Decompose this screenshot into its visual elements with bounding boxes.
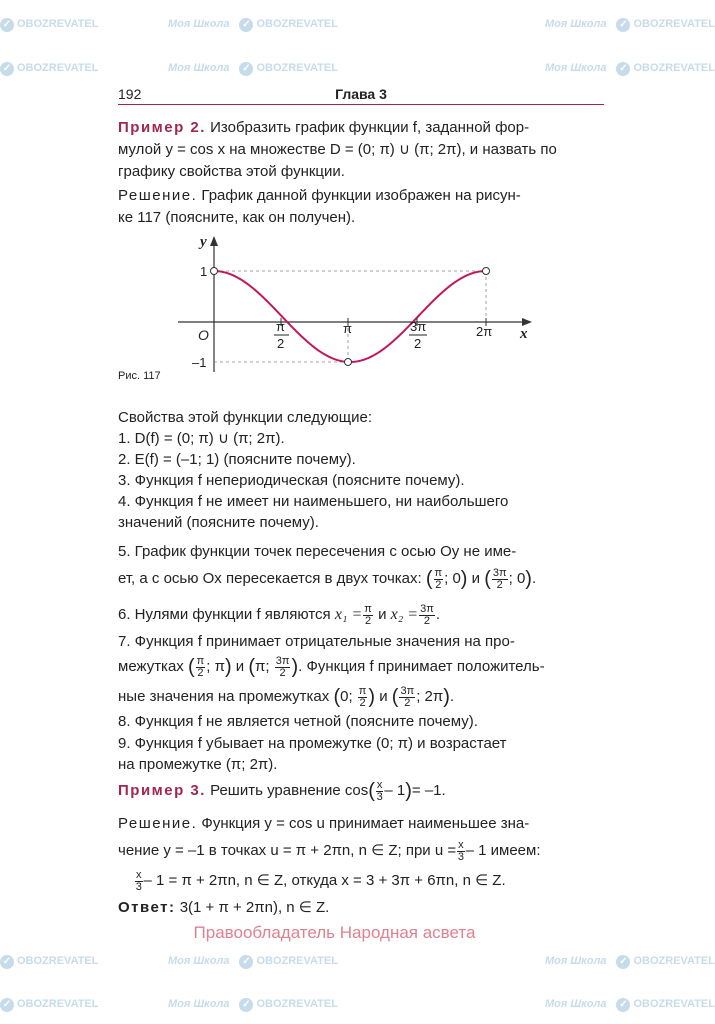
prop-5a: 5. График функции точек пересечения с осью Oy не име- <box>118 543 517 560</box>
prop-5b: ет, а с осью Ox пересекается в двух точках: ( $\frac{\pi}{2}$ ; 0) и ( $\frac{3\pi}{2}$ ; 0). <box>118 566 537 591</box>
prop-4b: значений (поясните почему). <box>118 514 319 531</box>
example2-line1: Пример 2. Изобразить график функции f, заданной фор- <box>118 119 530 136</box>
tick-label-pi-half-den: 2 <box>277 336 285 351</box>
tick-label-pi-half-num: π <box>276 319 285 334</box>
example2-line3: графику свойства этой функции. <box>118 163 345 180</box>
prop-3: 3. Функция f непериодическая (поясните почему). <box>118 472 465 489</box>
axis-label-y: y <box>200 234 207 250</box>
answer: Ответ: 3(1 + π + 2πn), n ∈ Z. <box>118 899 330 916</box>
tick-label-2pi: 2π <box>476 324 493 339</box>
axis-label-x: x <box>520 326 528 342</box>
solution3-line1: Решение. Функция y = cos u принимает наименьшее зна- <box>118 815 530 832</box>
tick-label-y-m1: –1 <box>192 355 207 370</box>
page-header <box>118 86 604 105</box>
solution-line1: Решение. График данной функции изображен на рисун- <box>118 187 521 204</box>
solution-line2: ке 117 (поясните, как он получен). <box>118 209 356 226</box>
tick-label-3pi-half-den: 2 <box>414 336 422 351</box>
cosine-curve <box>214 271 486 362</box>
y-axis-arrow <box>210 236 218 246</box>
origin-label: O <box>198 327 209 343</box>
example3: Пример 3. Решить уравнение cos( $\frac{x}{3}$ – 1)= –1. <box>118 778 446 803</box>
figure-caption: Рис. 117 <box>118 370 161 382</box>
tick-label-3pi-half-num: 3π <box>410 319 427 334</box>
tick-label-y-1: 1 <box>200 264 208 279</box>
prop-9b: на промежутке (π; 2π). <box>118 756 278 773</box>
open-point-end <box>483 268 490 275</box>
prop-7a: 7. Функция f принимает отрицательные значения на про- <box>118 633 515 650</box>
prop-7b: межутках ( $\frac{\pi}{2}$ ; π) и (π; $\frac{3\pi}{2}$ ). Функция f принимает положитель- <box>118 654 545 679</box>
footer-copyright: Правообладатель Народная асвета <box>193 923 476 942</box>
solution3-line2: чение y = –1 в точках u = π + 2πn, n ∈ Z; при u = $\frac{x}{3}$ – 1 имеем: <box>118 838 541 863</box>
prop-1: 1. D(f) = (0; π) ∪ (π; 2π). <box>118 430 285 447</box>
prop-9a: 9. Функция f убывает на промежутке (0; π) и возрастает <box>118 735 507 752</box>
page-number: 192 <box>118 86 142 102</box>
example2-line2: мулой y = cos x на множестве D = (0; π) ∪ (π; 2π), и назвать по <box>118 141 557 158</box>
open-point-min <box>345 359 352 366</box>
prop-7c: ные значения на промежутках (0; $\frac{\pi}{2}$ ) и ( $\frac{3\pi}{2}$ ; 2π). <box>118 684 455 709</box>
prop-4a: 4. Функция f не имеет ни наименьшего, ни наибольшего <box>118 493 509 510</box>
x-axis-arrow <box>522 318 532 326</box>
open-point-start <box>211 268 218 275</box>
solution3-line3: $\frac{x}{3}$ – 1 = π + 2πn, n ∈ Z, откуда x = 3 + 3π + 6πn, n ∈ Z. <box>135 868 506 893</box>
prop-8: 8. Функция f не является четной (поясните почему). <box>118 713 478 730</box>
prop-6: 6. Нулями функции f являются x₁ = $\frac{\pi}{2}$ и x₂ = $\frac{3\pi}{2}$ . <box>118 602 440 627</box>
tick-label-pi: π <box>343 321 352 336</box>
props-intro: Свойства этой функции следующие: <box>118 409 372 426</box>
prop-2: 2. E(f) = (–1; 1) (поясните почему). <box>118 451 356 468</box>
chapter-title: Глава 3 <box>335 86 387 102</box>
cosine-graph <box>170 232 540 382</box>
